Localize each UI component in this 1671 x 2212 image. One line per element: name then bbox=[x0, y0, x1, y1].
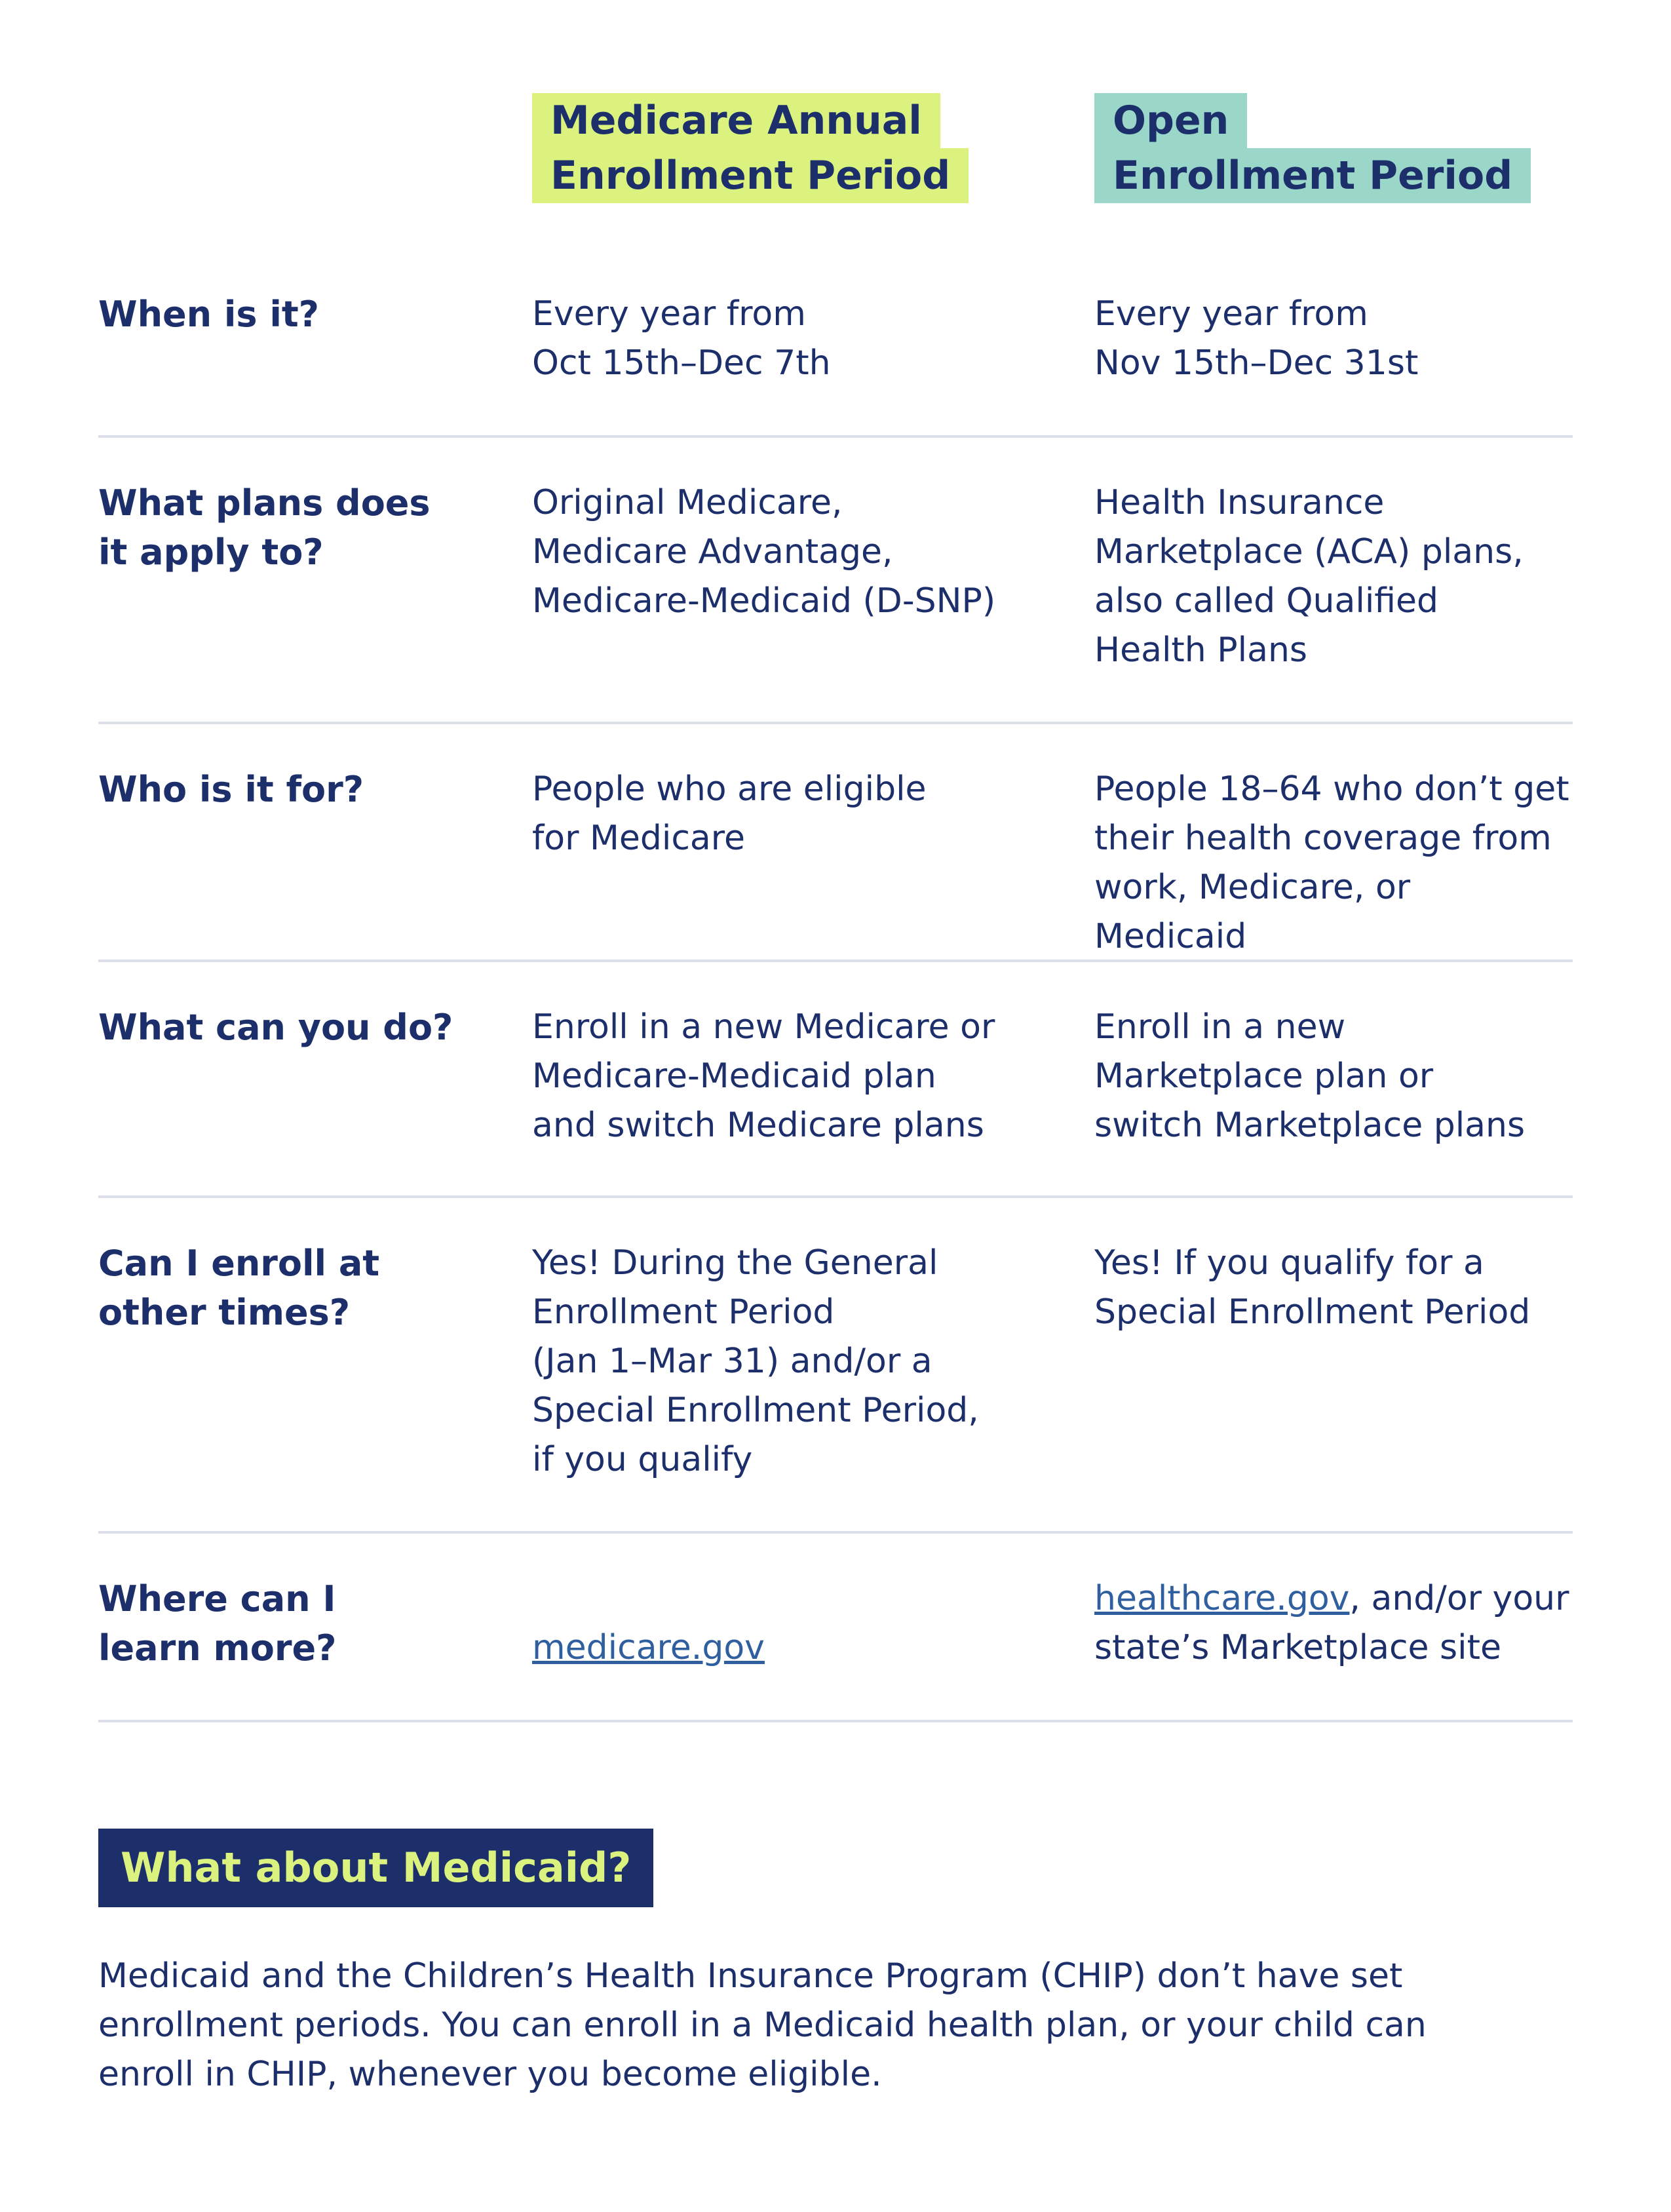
learn-more-text: , and/or your bbox=[1349, 1579, 1569, 1618]
medicare-cell: Enroll in a new Medicare or Medicare-Medicaid plan and switch Medicare plans bbox=[532, 1007, 995, 1145]
medicaid-heading: What about Medicaid? bbox=[98, 1829, 653, 1907]
comparison-table bbox=[98, 249, 1573, 1722]
open-enrollment-header bbox=[1094, 93, 1531, 203]
table-row-what-can-you-do bbox=[98, 962, 1573, 1198]
open-enrollment-cell: Enroll in a new Marketplace plan or switch Marketplace plans bbox=[1094, 1007, 1526, 1145]
row-question: What plans does it apply to? bbox=[98, 482, 431, 573]
medicare-cell bbox=[532, 1574, 1043, 1673]
medicare-header-line-1: Medicare Annual bbox=[532, 93, 940, 148]
open-header-line-2: Enrollment Period bbox=[1094, 148, 1531, 203]
row-question: Where can I learn more? bbox=[98, 1578, 337, 1669]
healthcare-gov-link[interactable]: healthcare.gov bbox=[1094, 1579, 1350, 1618]
table-row-who bbox=[98, 724, 1573, 962]
medicare-gov-link[interactable]: medicare.gov bbox=[532, 1628, 765, 1667]
medicare-cell: Original Medicare, Medicare Advantage, Medicare-Medicaid (D-SNP) bbox=[532, 483, 996, 621]
open-enrollment-cell: People 18–64 who don’t get their health coverage from work, Medicare, or Medicaid bbox=[1094, 769, 1569, 956]
table-row-when bbox=[98, 249, 1573, 438]
open-enrollment-cell: Every year from Nov 15th–Dec 31st bbox=[1094, 294, 1419, 383]
open-enrollment-cell bbox=[1094, 1574, 1573, 1673]
row-question: What can you do? bbox=[98, 1007, 453, 1048]
medicare-cell: Every year from Oct 15th–Dec 7th bbox=[532, 294, 831, 383]
open-enrollment-cell: Yes! If you qualify for a Special Enrollment Period bbox=[1094, 1243, 1531, 1332]
table-row-other-times bbox=[98, 1198, 1573, 1534]
open-enrollment-cell: Health Insurance Marketplace (ACA) plans, also called Qualified Health Plans bbox=[1094, 483, 1524, 670]
medicare-cell: People who are eligible for Medicare bbox=[532, 769, 927, 858]
row-question: Can I enroll at other times? bbox=[98, 1243, 380, 1333]
medicare-cell: Yes! During the General Enrollment Period (Jan 1–Mar 31) and/or a Special Enrollment Period, if you qualify bbox=[532, 1243, 979, 1479]
medicare-header-line-2: Enrollment Period bbox=[532, 148, 969, 203]
row-question: When is it? bbox=[98, 294, 319, 335]
table-row-plans bbox=[98, 438, 1573, 724]
open-header-line-1: Open bbox=[1094, 93, 1247, 148]
medicaid-paragraph: Medicaid and the Children’s Health Insurance Program (CHIP) don’t have set enrollment periods. You can enroll in a Medicaid health plan, or your child can enroll in CHIP, whenever you become eligible. bbox=[98, 1956, 1427, 2094]
medicare-annual-enrollment-header bbox=[532, 93, 969, 203]
row-question: Who is it for? bbox=[98, 769, 364, 810]
table-row-learn-more bbox=[98, 1534, 1573, 1722]
learn-more-text-2: state’s Marketplace site bbox=[1094, 1628, 1501, 1667]
